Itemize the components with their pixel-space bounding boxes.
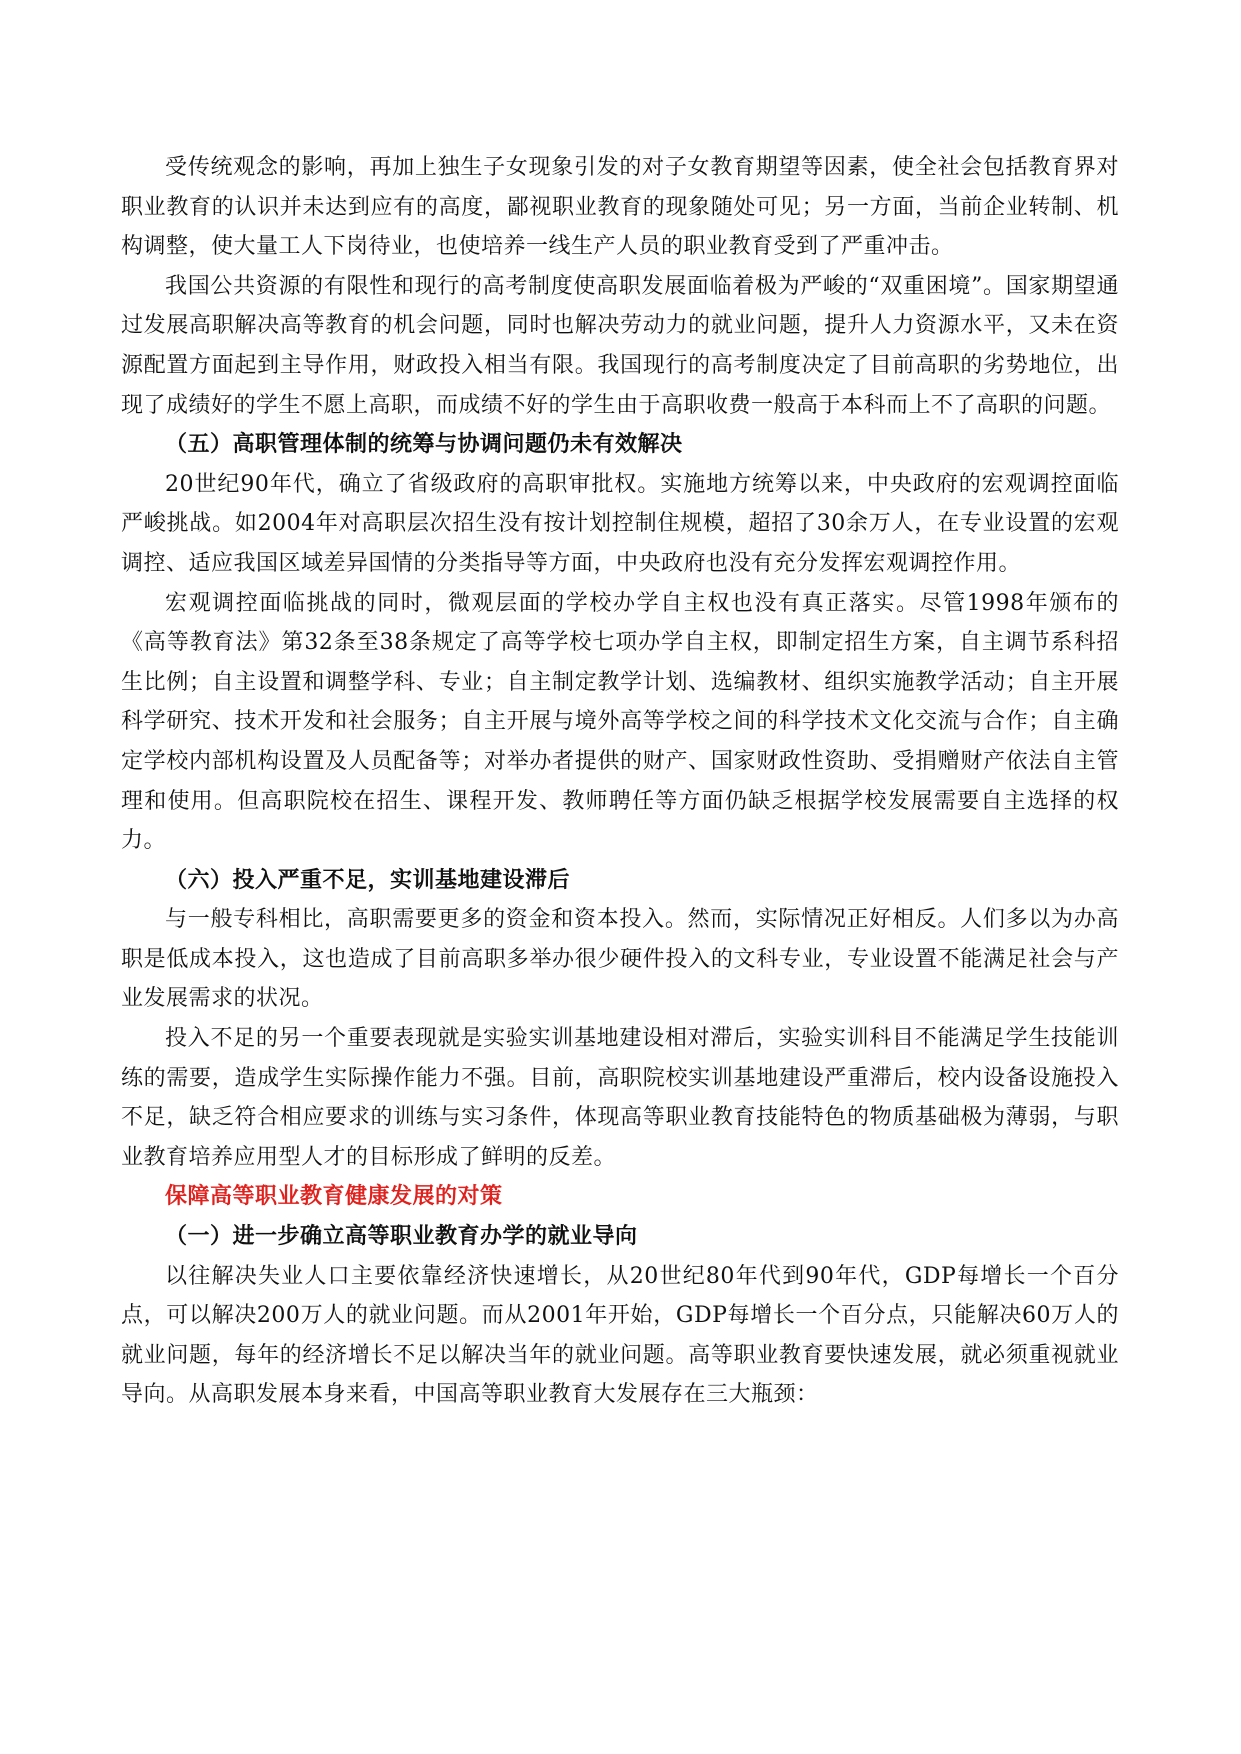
heading-insufficient-investment: （六）投入严重不足，实训基地建设滞后	[165, 867, 571, 893]
paragraph-dual-dilemma: 我国公共资源的有限性和现行的高考制度使高职发展面临着极为严峻的“双重困境”。国家期望通过发展高职解决高等教育的机会问题，同时也解决劳动力的就业问题，提升人力资源水平，又未在资源配置方面起到主导作用，财政投入相当有限。我国现行的高考制度决定了目前高职的劣势地位，出现了成绩好的学生不愿上高职，而成绩不好的学生由于高职收费一般高于本科而上不了高职的问题。	[121, 273, 1119, 418]
document-page	[121, 148, 1119, 1415]
heading-management-system: （五）高职管理体制的统筹与协调问题仍未有效解决	[165, 432, 683, 458]
paragraph-school-autonomy: 宏观调控面临挑战的同时，微观层面的学校办学自主权也没有真正落实。尽管1998年颁布的《高等教育法》第32条至38条规定了高等学校七项办学自主权，即制定招生方案，自主调节系科招生比例；自主设置和调整学科、专业；自主制定教学计划、选编教材、组织实施教学活动；自主开展科学研究、技术开发和社会服务；自主开展与境外高等学校之间的科学技术文化交流与合作；自主确定学校内部机构设置及人员配备等；对举办者提供的财产、国家财政性资助、受捐赠财产依法自主管理和使用。但高职院校在招生、课程开发、教师聘任等方面仍缺乏根据学校发展需要自主选择的权力。	[121, 590, 1119, 854]
paragraph-gdp-employment: 以往解决失业人口主要依靠经济快速增长，从20世纪80年代到90年代，GDP每增长一个百分点，可以解决200万人的就业问题。而从2001年开始，GDP每增长一个百分点，只能解决60万人的就业问题，每年的经济增长不足以解决当年的就业问题。高等职业教育要快速发展，就必须重视就业导向。从高职发展本身来看，中国高等职业教育大发展存在三大瓶颈：	[121, 1263, 1119, 1408]
paragraph-low-cost-misconception: 与一般专科相比，高职需要更多的资金和资本投入。然而，实际情况正好相反。人们多以为办高职是低成本投入，这也造成了目前高职多举办很少硬件投入的文科专业，专业设置不能满足社会与产业发展需求的状况。	[121, 907, 1119, 1012]
heading-employment-orientation: （一）进一步确立高等职业教育办学的就业导向	[165, 1224, 638, 1250]
paragraph-training-base-lag: 投入不足的另一个重要表现就是实验实训基地建设相对滞后，实验实训科目不能满足学生技能训练的需要，造成学生实际操作能力不强。目前，高职院校实训基地建设严重滞后，校内设备设施投入不足，缺乏符合相应要求的训练与实习条件，体现高等职业教育技能特色的物质基础极为薄弱，与职业教育培养应用型人才的目标形成了鲜明的反差。	[121, 1026, 1119, 1170]
paragraph-traditional-views: 受传统观念的影响，再加上独生子女现象引发的对子女教育期望等因素，使全社会包括教育界对职业教育的认识并未达到应有的高度，鄙视职业教育的现象随处可见；另一方面，当前企业转制、机构调整，使大量工人下岗待业，也使培养一线生产人员的职业教育受到了严重冲击。	[121, 155, 1119, 260]
paragraph-provincial-approval: 20世纪90年代，确立了省级政府的高职审批权。实施地方统筹以来，中央政府的宏观调控面临严峻挑战。如2004年对高职层次招生没有按计划控制住规模，超招了30余万人，在专业设置的宏观调控、适应我国区域差异国情的分类指导等方面，中央政府也没有充分发挥宏观调控作用。	[121, 471, 1119, 576]
section-title-countermeasures: 保障高等职业教育健康发展的对策	[165, 1184, 503, 1210]
